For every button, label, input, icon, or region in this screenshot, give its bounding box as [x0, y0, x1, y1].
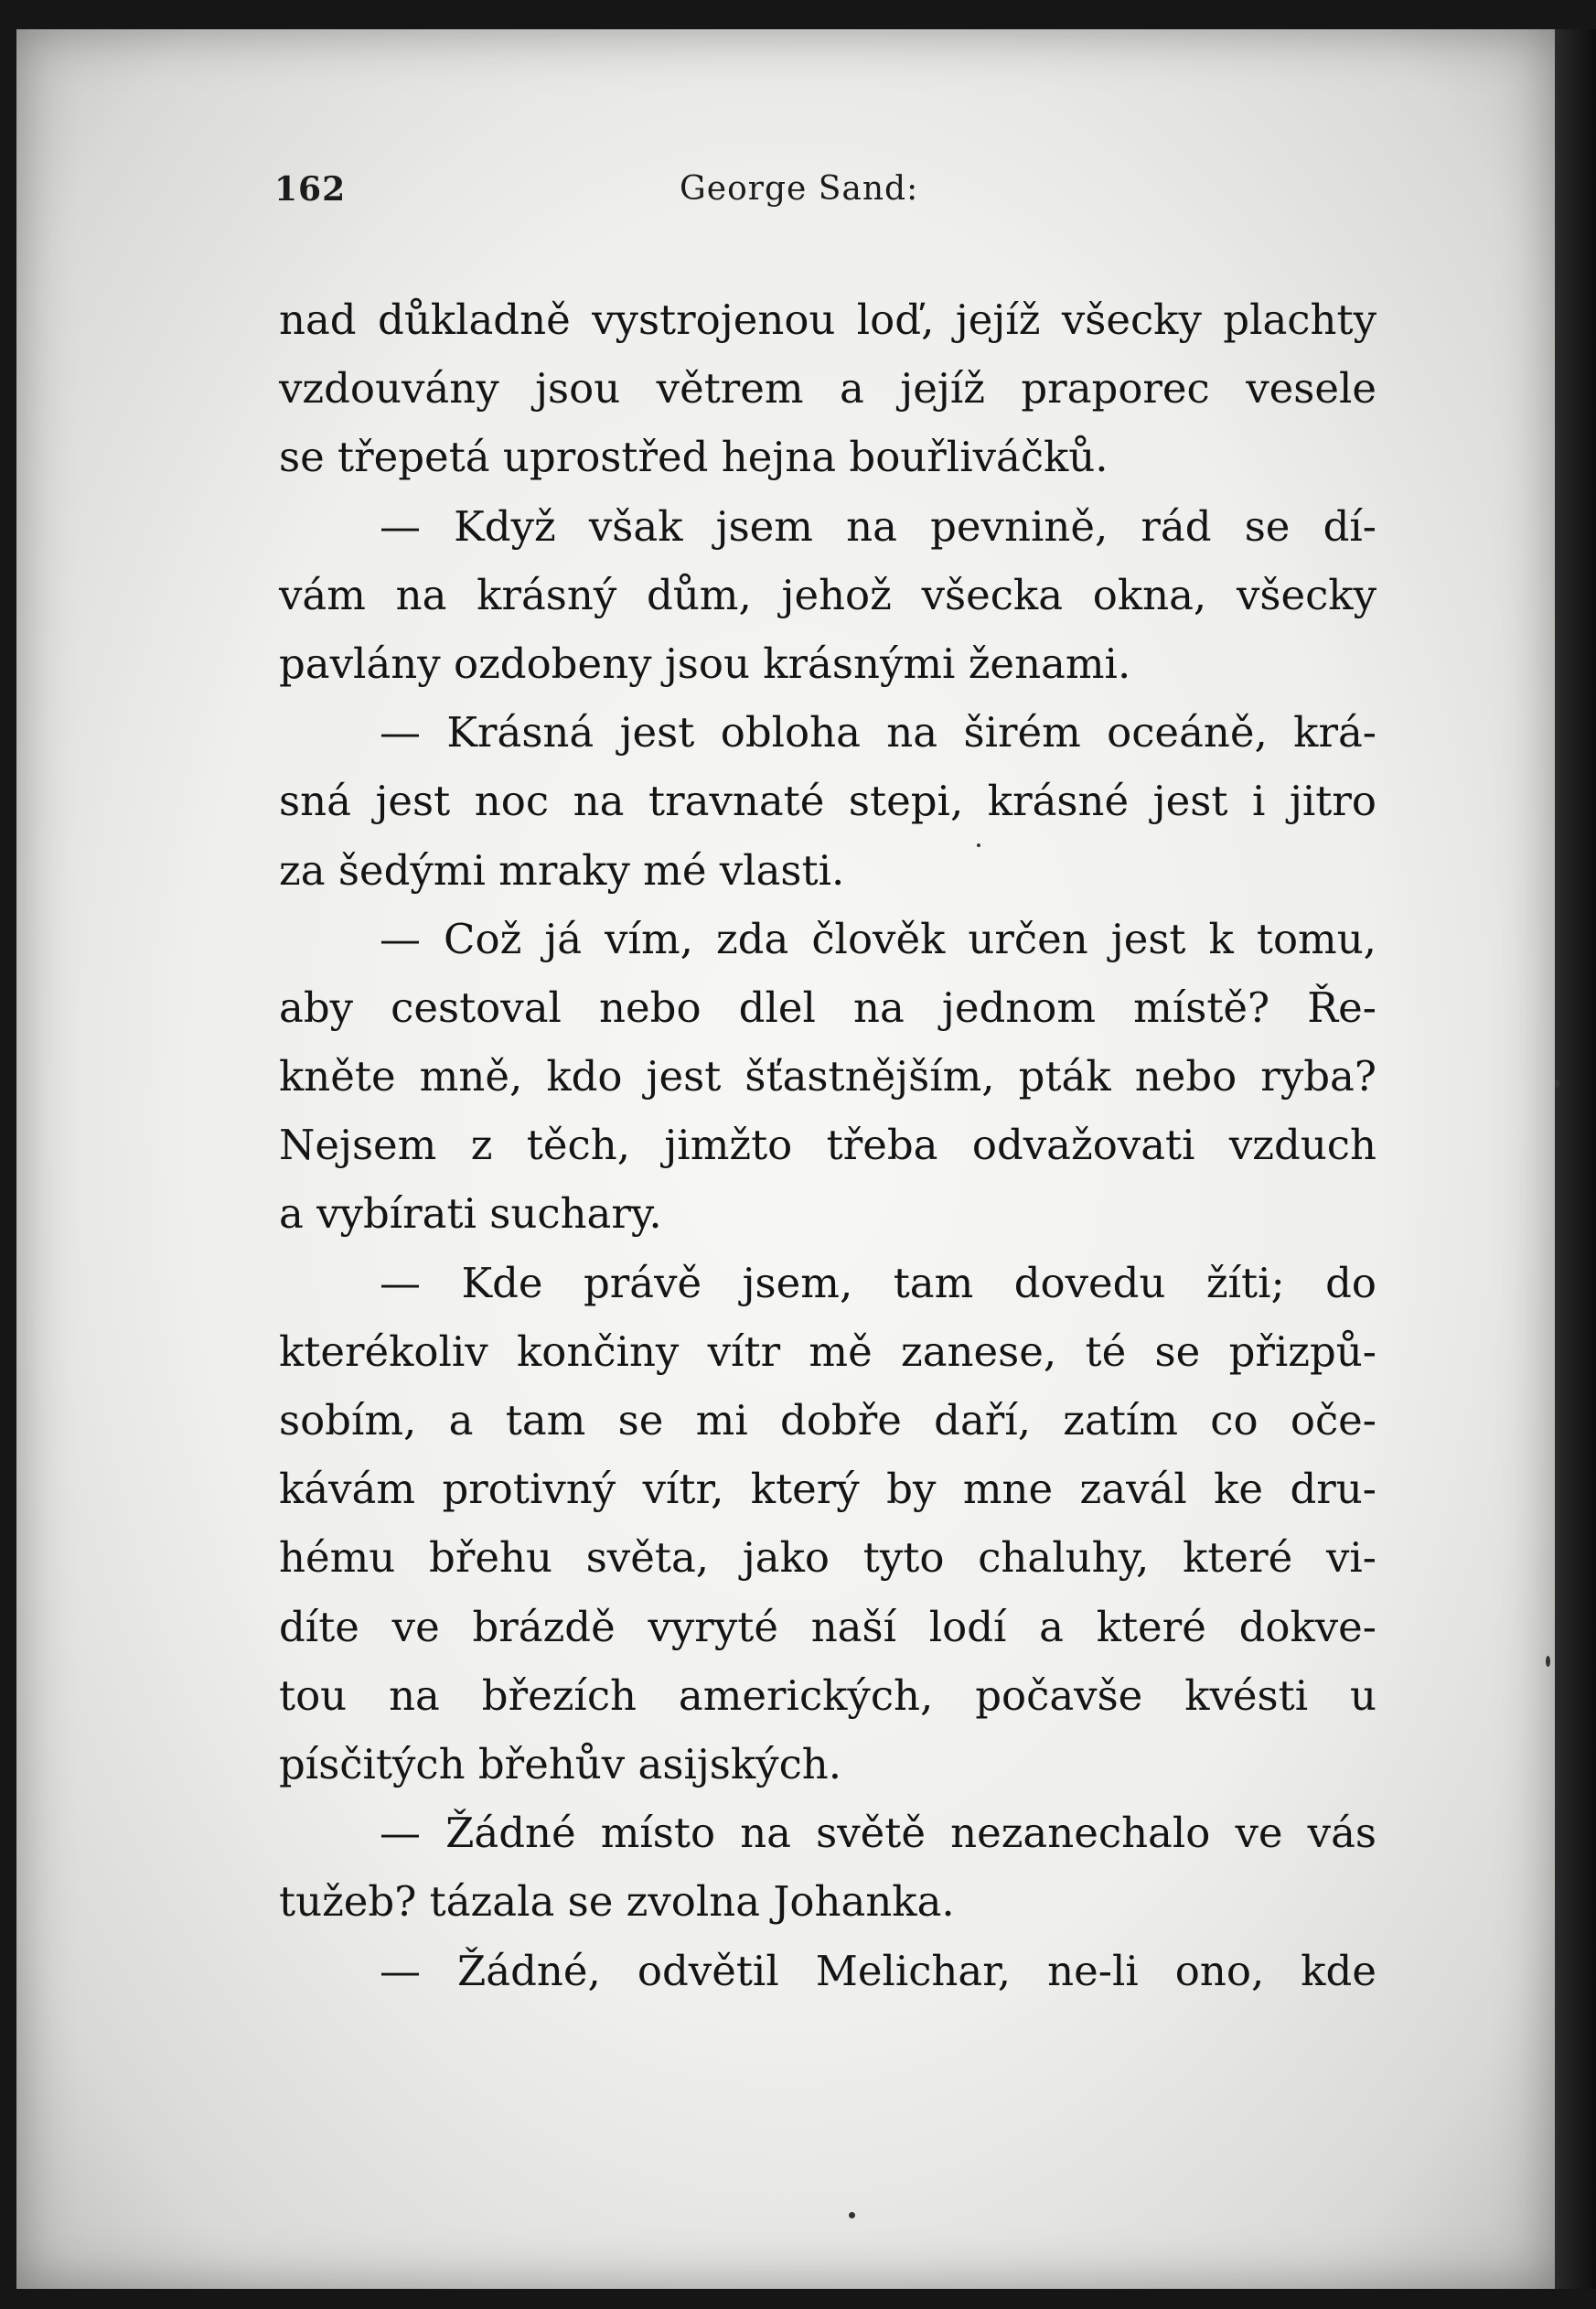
text-line: aby cestoval nebo dlel na jednom místě? Ře- — [279, 983, 1376, 1032]
text-line: — Žádné místo na světě nezanechalo ve vás — [380, 1809, 1376, 1858]
text-line: za šedými mraky mé vlasti. — [279, 845, 845, 895]
text-line: — Krásná jest obloha na širém oceáně, krá- — [380, 708, 1376, 757]
text-line: se třepetá uprostřed hejna bouřliváčků. — [279, 433, 1109, 482]
text-line: vzdouvány jsou větrem a jejíž praporec vesele — [279, 364, 1376, 413]
text-line: kněte mně, kdo jest šťastnějším, pták nebo ryba? — [279, 1052, 1376, 1101]
book-edge-shadow — [1555, 29, 1596, 2289]
text-line: tou na březích amerických, počavše kvésti u — [279, 1670, 1376, 1720]
text-line: hému břehu světa, jako tyto chaluhy, které vi- — [279, 1533, 1376, 1583]
text-line: sná jest noc na travnaté stepi, krásné jest i jitro — [279, 777, 1376, 826]
text-line: kávám protivný vítr, který by mne zavál ke dru- — [279, 1465, 1376, 1514]
ink-speck — [1555, 1079, 1559, 1088]
text-line: — Což já vím, zda člověk určen jest k tomu, — [380, 914, 1376, 963]
text-line: sobím, a tam se mi dobře daří, zatím co oče- — [279, 1396, 1376, 1444]
text-line: a vybírati suchary. — [279, 1189, 662, 1239]
text-line: pavlány ozdobeny jsou krásnými ženami. — [279, 639, 1131, 688]
text-line: Nejsem z těch, jimžto třeba odvažovati vzduch — [279, 1121, 1376, 1170]
body-text — [279, 285, 1376, 2005]
text-line: kterékoliv končiny vítr mě zanese, té se přizpů- — [279, 1326, 1376, 1376]
text-line: písčitých břehův asijských. — [279, 1739, 842, 1788]
ink-speck — [977, 843, 980, 847]
ink-speck — [849, 2212, 855, 2218]
text-line: díte ve brázdě vyryté naší lodí a které dokve- — [279, 1602, 1376, 1651]
text-line: vám na krásný dům, jehož všecka okna, všecky — [279, 570, 1376, 619]
ink-speck — [1546, 1656, 1550, 1667]
text-line: nad důkladně vystrojenou loď, jejíž všecky plachty — [279, 295, 1376, 344]
text-line: — Žádné, odvětil Melichar, ne-li ono, kde — [380, 1946, 1376, 1995]
page-header — [274, 170, 1381, 216]
running-head: George Sand: — [680, 170, 919, 208]
text-line: tužeb? tázala se zvolna Johanka. — [279, 1877, 955, 1927]
text-line: — Kde právě jsem, tam dovedu žíti; do — [380, 1258, 1376, 1307]
text-line: — Když však jsem na pevnině, rád se dí- — [380, 501, 1376, 551]
page-number: 162 — [274, 170, 347, 209]
